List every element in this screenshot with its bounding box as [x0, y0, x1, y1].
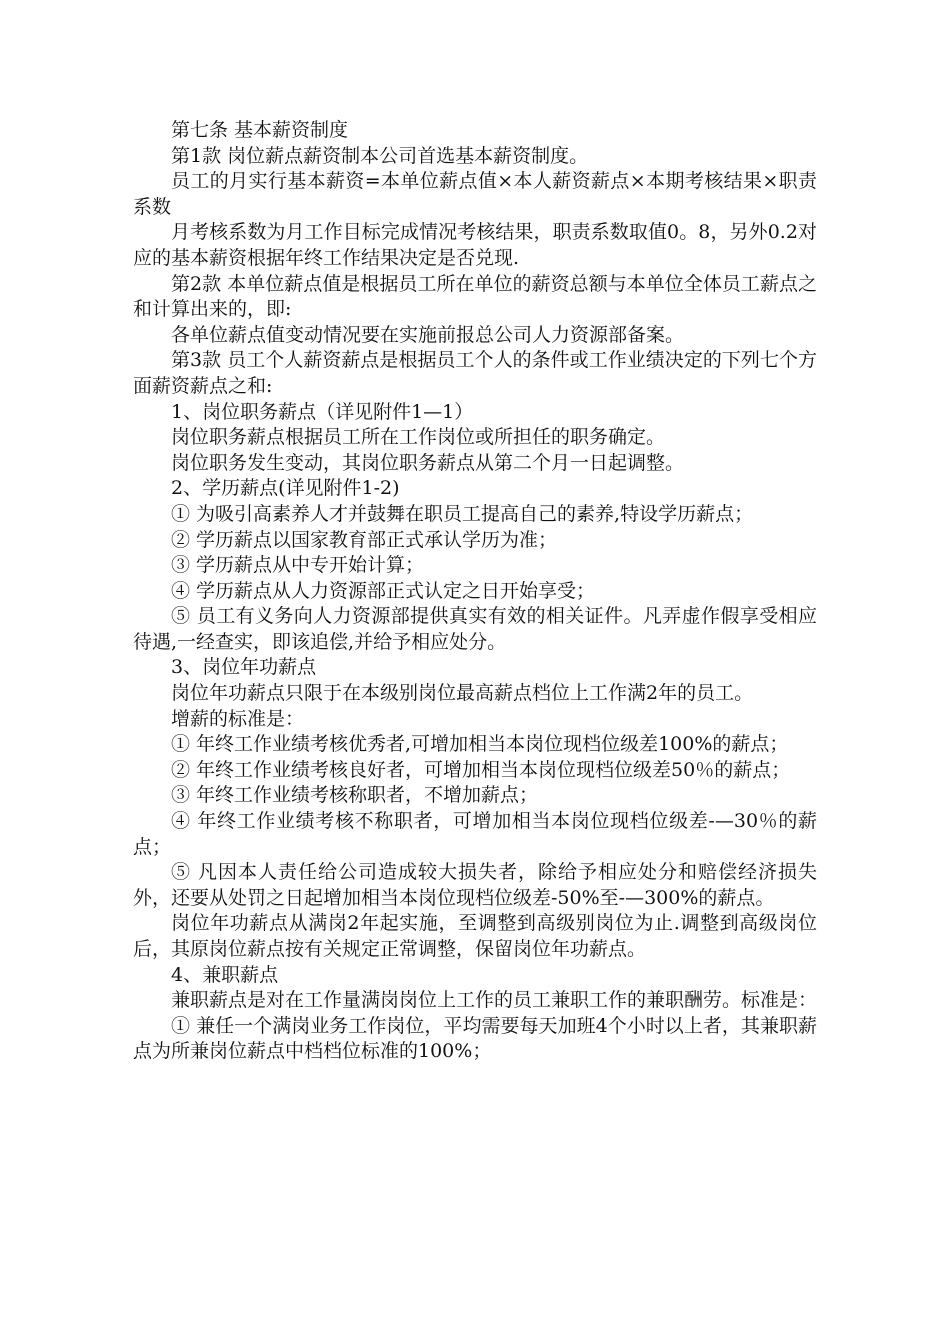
paragraph: 岗位年功薪点从满岗2年起实施，至调整到高级别岗位为止.调整到高级岗位后，其原岗位薪点按有关规定正常调整，保留岗位年功薪点。	[133, 912, 817, 960]
paragraph: 岗位职务薪点根据员工所在工作岗位或所担任的职务确定。	[171, 426, 666, 449]
paragraph: 第2款 本单位薪点值是根据员工所在单位的薪资总额与本单位全体员工薪点之和计算出来的，即:	[133, 272, 817, 321]
list-item: ④ 学历薪点从人力资源部正式认定之日开始享受；	[171, 579, 596, 602]
list-item: ① 年终工作业绩考核优秀者,可增加相当本岗位现档位级差100%的薪点；	[171, 733, 789, 756]
list-item: ⑤ 员工有义务向人力资源部提供真实有效的相关证件。凡弄虚作假享受相应待遇,一经查实，即该追偿,并给予相应处分。	[133, 605, 817, 653]
section-heading: 1、岗位职务薪点（详见附件1—1）	[171, 400, 474, 423]
paragraph: 各单位薪点值变动情况要在实施前报总公司人力资源部备案。	[171, 323, 685, 346]
section-heading: 3、岗位年功薪点	[171, 656, 317, 679]
list-item: ① 为吸引高素养人才并鼓舞在职员工提高自己的素养,特设学历薪点；	[171, 502, 754, 525]
paragraph: 第3款 员工个人薪资薪点是根据员工个人的条件或工作业绩决定的下列七个方面薪资薪点之和:	[133, 349, 817, 397]
list-item: ③ 学历薪点从中专开始计算；	[171, 554, 425, 577]
paragraph: 岗位职务发生变动，其岗位职务薪点从第二个月一日起调整。	[171, 451, 685, 474]
list-item: ④ 年终工作业绩考核不称职者，可增加相当本岗位现档位级差-—30％的薪点；	[133, 810, 817, 858]
paragraph: 第1款 岗位薪点薪资制本公司首选基本薪资制度。	[171, 144, 589, 167]
list-item: ② 学历薪点以国家教育部正式承认学历为准；	[171, 528, 558, 551]
document-body	[133, 118, 817, 1065]
list-item: ⑤ 凡因本人责任给公司造成较大损失者，除给予相应处分和赔偿经济损失外，还要从处罚之日起增加相当本岗位现档位级差-50%至-—300%的薪点。	[133, 861, 817, 909]
section-heading: 2、学历薪点(详见附件1-2)	[171, 477, 400, 500]
list-item: ③ 年终工作业绩考核称职者，不增加薪点；	[171, 784, 539, 807]
paragraph: 月考核系数为月工作目标完成情况考核结果，职责系数取值0。8，另外0.2对应的基本薪资根据年终工作结果决定是否兑现.	[133, 221, 817, 269]
paragraph: 增薪的标准是：	[171, 707, 305, 730]
list-item: ① 兼任一个满岗业务工作岗位，平均需要每天加班4个小时以上者，其兼职薪点为所兼岗位薪点中档档位标准的100%；	[133, 1014, 817, 1063]
paragraph: 兼职薪点是对在工作量满岗岗位上工作的员工兼职工作的兼职酬劳。标准是：	[171, 989, 818, 1012]
section-heading: 4、兼职薪点	[171, 963, 279, 986]
paragraph: 员工的月实行基本薪资=本单位薪点值×本人薪资薪点×本期考核结果×职责系数	[133, 170, 817, 218]
article-heading: 第七条 基本薪资制度	[171, 119, 349, 141]
paragraph: 岗位年功薪点只限于在本级别岗位最高薪点档位上工作满2年的员工。	[171, 682, 754, 705]
list-item: ② 年终工作业绩考核良好者，可增加相当本岗位现档位级差50％的薪点；	[171, 758, 791, 781]
